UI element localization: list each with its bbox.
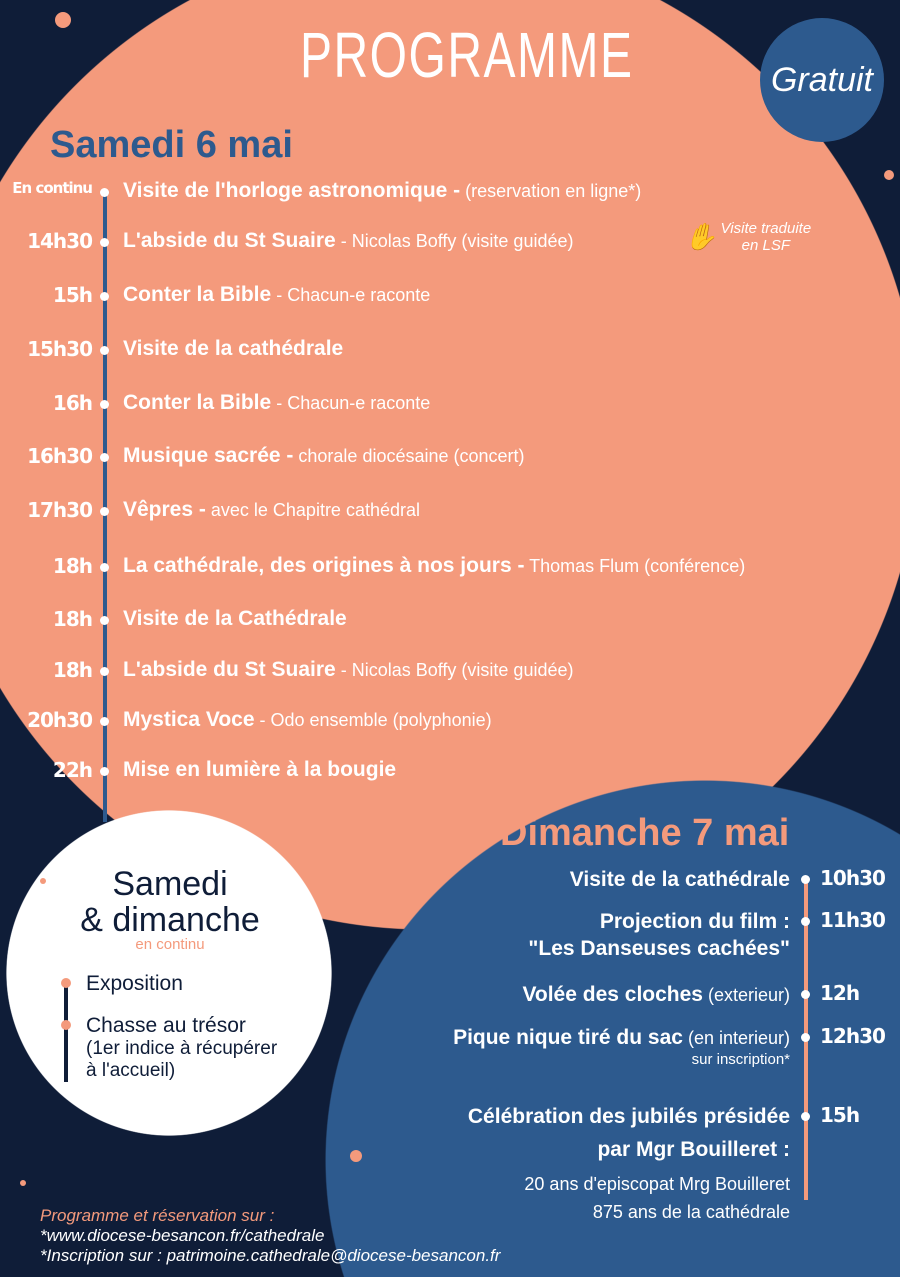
event-time: 20h30 [27,708,92,732]
event-item [123,708,492,732]
star-dot [20,1180,26,1186]
star-dot [884,170,894,180]
timeline-dot [801,875,810,884]
timeline-dot [100,767,109,776]
event-detail: avec le Chapitre cathédral [205,500,420,520]
timeline-dot [100,717,109,726]
event-time: 16h [52,391,92,415]
event-time: 22h [52,758,92,782]
event-time: 12h30 [820,1024,885,1048]
free-badge [760,18,884,142]
event-detail: - Odo ensemble (polyphonie) [254,710,492,730]
event-item [123,758,396,782]
event-item [123,283,430,307]
weekend-item: Exposition [86,972,183,995]
timeline-dot [100,667,109,676]
timeline-dot [100,346,109,355]
event-title: Volée des cloches [522,983,703,1006]
event-detail: 20 ans d'episcopat Mrg Bouilleret [524,1174,790,1194]
footer [40,1206,500,1266]
event-title: Musique sacrée - [123,444,294,467]
footer-inscription[interactable]: *Inscription sur : patrimoine.cathedrale@diocese-besancon.fr [40,1246,501,1265]
timeline-dot [100,507,109,516]
event-item [123,607,347,631]
sign-language-hands-icon: ✋ [684,221,717,252]
event-title: Mise en lumière à la bougie [123,758,397,781]
event-title: L'abside du St Suaire [123,229,336,252]
timeline-dot [100,453,109,462]
event-detail: (exterieur) [702,985,790,1005]
event-item [123,658,573,682]
star-dot [715,40,723,48]
event-item [123,391,430,415]
event-title: Projection du film : [599,910,790,933]
event-time: 18h [52,607,92,631]
event-detail: (reservation en ligne*) [460,181,642,201]
event-title: Visite de la cathédrale [123,337,344,360]
timeline-dot [801,917,810,926]
footer-url[interactable]: *www.diocese-besancon.fr/cathedrale [40,1226,325,1245]
timeline-dot [61,1020,71,1030]
event-item [123,498,420,522]
event-time: 17h30 [27,498,92,522]
saturday-title: Samedi 6 mai [50,124,293,166]
event-time: 15h [52,283,92,307]
event-time: 15h30 [27,337,92,361]
event-title: Visite de l'horloge astronomique - [123,179,461,202]
event-time: 12h [820,981,860,1005]
weekend-timeline [64,984,68,1082]
event-time: 15h [820,1103,860,1127]
event-title: Conter la Bible [123,391,272,414]
timeline-dot [100,238,109,247]
event-time: 16h30 [27,444,92,468]
timeline-dot [801,990,810,999]
event-note: sur inscription* [691,1051,790,1068]
timeline-dot [801,1033,810,1042]
event-title: Célébration des jubilés présidée [467,1105,790,1128]
event-time: 10h30 [820,866,885,890]
timeline-dot [801,1112,810,1121]
free-badge-label: Gratuit [770,60,874,99]
lsf-line1: Visite traduite [720,220,812,237]
event-title: L'abside du St Suaire [123,658,336,681]
event-item [123,229,573,253]
timeline-dot [61,978,71,988]
weekend-item-note: à l'accueil) [86,1060,176,1081]
weekend-title-2: & dimanche [80,901,260,939]
event-time: 18h [52,554,92,578]
weekend-item-note: (1er indice à récupérer [86,1038,278,1059]
event-item [123,179,641,203]
event-title: Mystica Voce [123,708,255,731]
event-detail: - Nicolas Boffy (visite guidée) [335,660,574,680]
event-item [468,1103,790,1226]
event-detail: - Chacun-e raconte [271,393,431,413]
timeline-dot [100,616,109,625]
event-detail: chorale diocésaine (concert) [293,446,525,466]
event-detail: - Chacun-e raconte [271,285,431,305]
event-detail: 875 ans de la cathédrale [592,1202,790,1222]
weekend-title [0,866,340,938]
event-time: 18h [52,658,92,682]
timeline-dot [100,400,109,409]
weekend-title-1: Samedi [112,865,228,903]
sunday-title: Dimanche 7 mai [500,812,790,854]
event-title-2: "Les Danseuses cachées" [528,937,790,960]
event-title: Visite de la cathédrale [569,868,790,891]
event-title-2: par Mgr Bouilleret : [597,1138,790,1161]
event-item [522,981,790,1009]
event-item [123,444,525,468]
weekend-subtitle: en continu [135,936,205,953]
footer-heading: Programme et réservation sur : [40,1206,275,1225]
event-item [123,554,745,578]
event-detail: (en interieur) [682,1028,790,1048]
timeline-dot [100,188,109,197]
star-dot [350,1150,362,1162]
lsf-line2: en LSF [741,237,791,254]
event-title: Pique nique tiré du sac [453,1026,683,1049]
weekend-item: Chasse au trésor [86,1014,246,1037]
event-item [528,908,790,962]
page-title: PROGRAMME [300,19,634,91]
event-item [123,337,343,361]
event-time: En continu [12,179,92,197]
star-dot [55,12,71,28]
event-title: Conter la Bible [123,283,272,306]
event-time: 14h30 [27,229,92,253]
event-title: Visite de la Cathédrale [123,607,347,630]
lsf-note [684,220,811,254]
event-detail: Thomas Flum (conférence) [524,556,746,576]
event-title: La cathédrale, des origines à nos jours - [123,554,525,577]
timeline-dot [100,292,109,301]
event-detail: - Nicolas Boffy (visite guidée) [335,231,574,251]
timeline-dot [100,563,109,572]
event-item [570,866,790,893]
event-time: 11h30 [820,908,885,932]
event-title: Vêpres - [123,498,206,521]
event-item [453,1024,790,1068]
